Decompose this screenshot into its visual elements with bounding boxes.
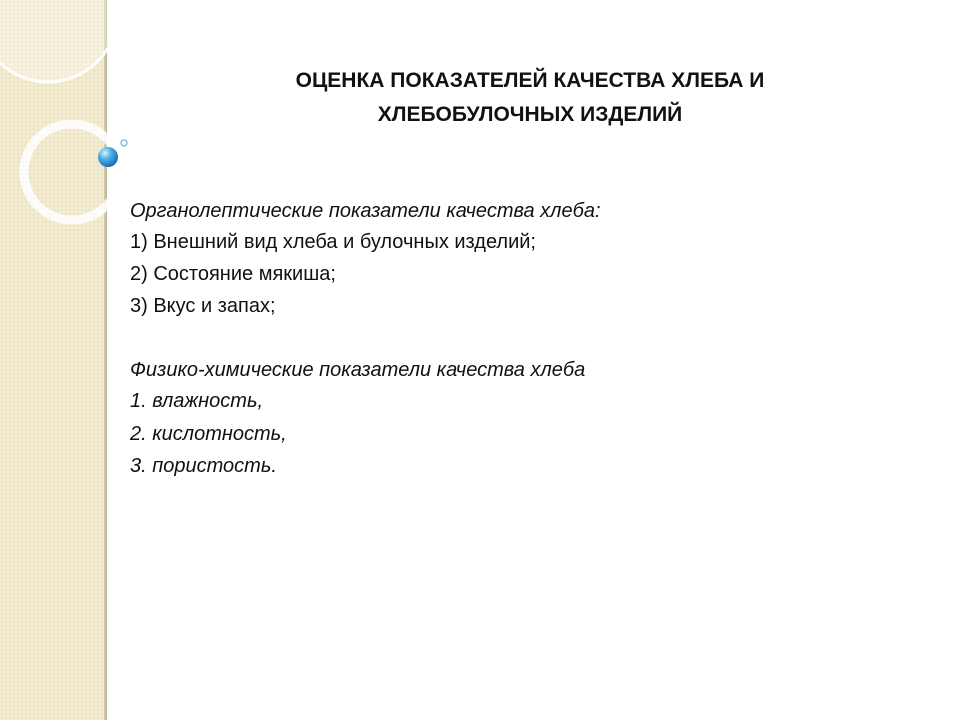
list-item: 2) Состояние мякиша; xyxy=(130,263,336,285)
physchem-heading: Физико-химические показатели качества хлеба xyxy=(130,359,586,381)
slide-title-line2: ХЛЕБОБУЛОЧНЫХ ИЗДЕЛИЙ xyxy=(377,103,683,126)
list-item: 2. кислотность, xyxy=(130,423,287,445)
list-item: 1) Внешний вид хлеба и булочных изделий; xyxy=(130,231,536,253)
list-item: 3) Вкус и запах; xyxy=(130,295,276,317)
list-item: 1. влажность, xyxy=(130,390,264,412)
slide-title-line1: ОЦЕНКА ПОКАЗАТЕЛЕЙ КАЧЕСТВА ХЛЕБА И xyxy=(295,69,765,92)
organoleptic-heading: Органолептические показатели качества хлеба: xyxy=(130,200,601,222)
list-item: 3. пористость. xyxy=(130,455,277,477)
